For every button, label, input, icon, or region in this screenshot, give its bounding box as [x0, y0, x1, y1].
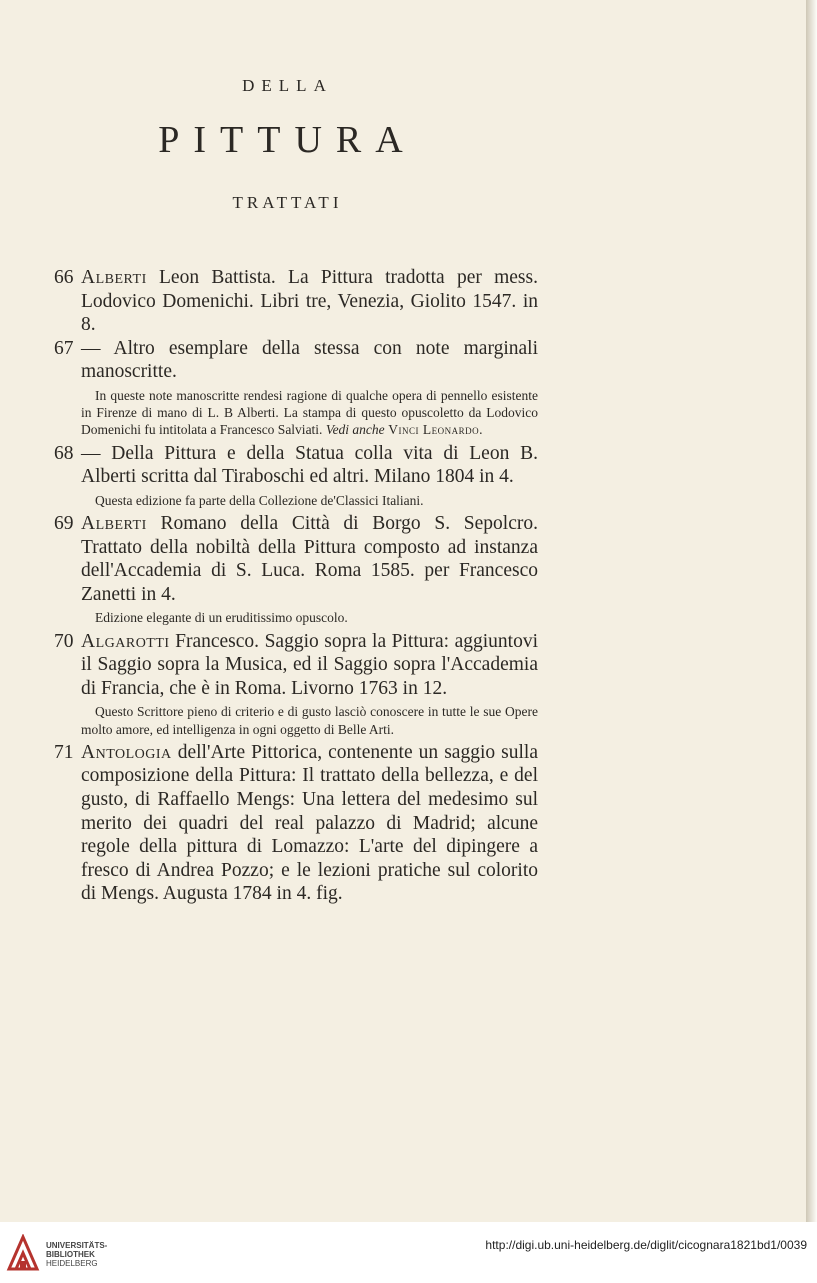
entry-68-note	[81, 492, 538, 509]
entry-number: 68	[54, 442, 74, 464]
entry-number: 66	[54, 267, 74, 288]
university-logo-icon	[6, 1234, 40, 1272]
note-text: Edizione elegante di un eruditissimo opuscolo.	[95, 610, 348, 626]
entry-text: Francesco. Saggio sopra la Pittura: aggiuntovi il Saggio sopra la Musica, ed il Saggio sopra l'Accademia di Francia, che è in Roma. Livorno 1763 in 12.	[81, 630, 538, 699]
entry-text: dell'Arte Pittorica, contenente un saggio sulla composizione della Pittura: Il trattato della bellezza, e del gusto, di Raffaello Mengs: Una lettera del medesimo sul merito dei quadri del real palazzo di Madrid; alcune regole della pittura di Lomazzo: L'arte del dipingere a fresco di Andrea Pozzo; e le lezioni pratiche sul colorito di Mengs. Augusta 1784 in 4. fig.	[81, 741, 538, 905]
header-pittura: PITTURA	[158, 119, 417, 161]
entry-69	[54, 512, 538, 606]
entry-69-note	[81, 609, 538, 626]
entry-author: Alberti	[81, 512, 147, 534]
header-trattati: TRATTATI	[232, 193, 343, 212]
entry-author: Alberti	[81, 267, 147, 288]
entry-67-note	[81, 387, 538, 439]
entry-number: 70	[54, 630, 74, 652]
source-url-link[interactable]: http://digi.ub.uni-heidelberg.de/diglit/cicognara1821bd1/0039	[485, 1238, 807, 1252]
library-line-2: BIBLIOTHEK	[46, 1250, 95, 1259]
entry-71	[54, 741, 538, 906]
entry-text: — Altro esemplare della stessa con note marginali manoscritte.	[81, 337, 538, 383]
library-name	[46, 1241, 107, 1268]
note-text: Questa edizione fa parte della Collezione de'Classici Italiani.	[95, 492, 424, 508]
note-text: Questo Scrittore pieno di criterio e di gusto lasciò conoscere in tutte le sue Opere molto amore, ed intelligenza in ogni oggetto di Belle Arti.	[81, 704, 538, 737]
note-smallcaps: Vinci Leonardo	[384, 422, 480, 438]
entry-70-note	[81, 703, 538, 737]
header-della: DELLA	[242, 76, 333, 95]
entry-author: Algarotti	[81, 630, 170, 652]
entry-number: 71	[54, 741, 74, 763]
library-line-1: UNIVERSITÄTS-	[46, 1241, 108, 1250]
entry-text: Leon Battista. La Pittura tradotta per mess. Lodovico Domenichi. Libri tre, Venezia, Giolito 1547. in 8.	[81, 267, 538, 336]
page-edge	[806, 0, 817, 1222]
note-end: .	[479, 422, 483, 438]
entry-67	[54, 337, 538, 384]
entry-number: 69	[54, 512, 74, 534]
note-italic: Vedi anche	[325, 422, 385, 438]
note-text: In queste note manoscritte rendesi ragione di qualche opera di pennello esistente in Firenze di mano di L. B Alberti. La stampa di questo opuscoletto da Lodovico Domenichi fu intitolata a Francesco Salviati.	[81, 387, 538, 438]
entry-68	[54, 442, 538, 489]
entry-66	[54, 266, 538, 337]
entry-70	[54, 630, 538, 701]
footer-bar	[0, 1222, 817, 1283]
entry-author: Antologia	[81, 741, 172, 763]
library-line-3: HEIDELBERG	[46, 1259, 98, 1268]
catalogue-entries	[54, 266, 538, 906]
entry-text: — Della Pittura e della Statua colla vita di Leon B. Alberti scritta dal Tiraboschi ed altri. Milano 1804 in 4.	[81, 442, 538, 488]
entry-number: 67	[54, 337, 74, 359]
entry-text: Romano della Città di Borgo S. Sepolcro. Trattato della nobiltà della Pittura composto ad instanza dell'Accademia di S. Luca. Roma 1585. per Francesco Zanetti in 4.	[81, 512, 538, 605]
